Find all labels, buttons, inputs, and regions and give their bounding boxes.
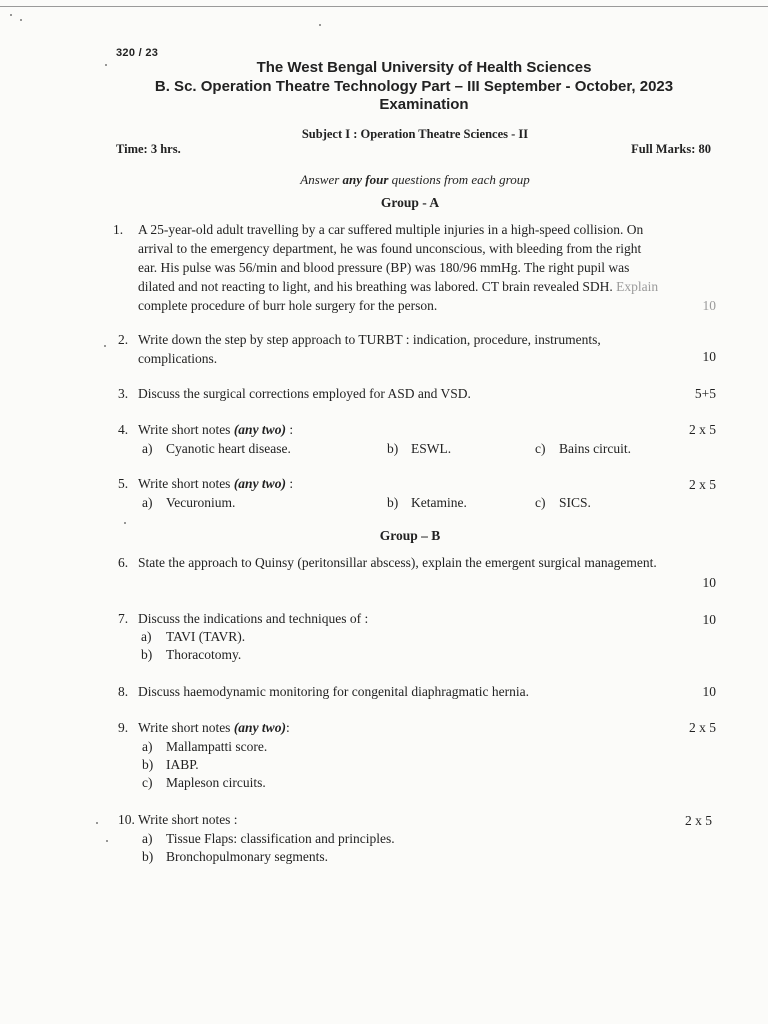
q1-line: dilated and not reacting to light, and his breathing was labored. CT brain revealed SDH. Explain <box>138 279 659 294</box>
option-label: b) <box>387 495 399 510</box>
option-label: b) <box>141 647 153 662</box>
question-text: Write short notes : <box>138 812 238 827</box>
option-label: a) <box>142 495 153 510</box>
time-allowed: Time: 3 hrs. <box>116 142 181 156</box>
question-number: 8. <box>118 684 129 699</box>
option-text: Ketamine. <box>411 495 467 510</box>
question-number: 4. <box>118 422 129 437</box>
paper-code: 320 / 23 <box>116 47 159 59</box>
option-text: Vecuronium. <box>166 495 236 510</box>
q1-line: arrival to the emergency department, he was found unconscious, with bleeding from the right <box>138 241 642 256</box>
option-text: Tissue Flaps: classification and principles. <box>166 831 395 846</box>
question-number: 2. <box>118 332 129 347</box>
question-marks: 2 x 5 <box>689 422 716 437</box>
option-text: Mallampatti score. <box>166 739 268 754</box>
option-text: Bains circuit. <box>559 441 631 456</box>
question-text: Discuss the surgical corrections employed for ASD and VSD. <box>138 386 471 401</box>
question-text: Discuss haemodynamic monitoring for congenital diaphragmatic hernia. <box>138 684 530 699</box>
group-b-heading: Group – B <box>379 528 441 543</box>
question-number: 1. <box>113 222 124 237</box>
q1-line: ear. His pulse was 56/min and blood pressure (BP) was 180/96 mmHg. The right pupil was <box>138 260 630 275</box>
scan-speck <box>10 14 12 16</box>
course-title: B. Sc. Operation Theatre Technology Part – III September - October, 2023 <box>154 78 674 95</box>
option-label: a) <box>141 629 152 644</box>
option-label: c) <box>535 441 546 456</box>
question-marks: 5+5 <box>694 386 716 401</box>
university-title: The West Bengal University of Health Sciences <box>256 59 592 76</box>
option-label: b) <box>142 849 154 864</box>
q2-line: Write down the step by step approach to TURBT : indication, procedure, instruments, <box>138 332 601 347</box>
question-marks: 10 <box>702 612 716 627</box>
option-label: a) <box>142 739 153 754</box>
question-marks: 2 x 5 <box>685 813 712 828</box>
option-text: Mapleson circuits. <box>166 775 266 790</box>
question-marks: 10 <box>702 575 716 590</box>
question-number: 9. <box>118 720 129 735</box>
full-marks: Full Marks: 80 <box>631 142 711 156</box>
option-text: ESWL. <box>411 441 452 456</box>
option-label: a) <box>142 441 153 456</box>
scan-speck <box>106 840 108 842</box>
top-border-line <box>0 6 768 7</box>
option-text: TAVI (TAVR). <box>166 629 246 644</box>
question-text: Discuss the indications and techniques of : <box>138 611 369 626</box>
option-text: SICS. <box>559 495 591 510</box>
q1-line: complete procedure of burr hole surgery for the person. <box>138 298 438 313</box>
question-text: Write short notes (any two) : <box>138 476 294 491</box>
scan-speck <box>20 19 22 21</box>
option-label: c) <box>535 495 546 510</box>
question-marks: 10 <box>702 684 716 699</box>
exam-title: Examination <box>379 96 469 113</box>
instruction: Answer any four questions from each group <box>300 172 530 187</box>
option-text: Bronchopulmonary segments. <box>166 849 328 864</box>
option-text: Cyanotic heart disease. <box>166 441 291 456</box>
question-marks: 2 x 5 <box>689 477 716 492</box>
scan-speck <box>96 822 98 824</box>
option-text: Thoracotomy. <box>166 647 242 662</box>
option-label: a) <box>142 831 153 846</box>
option-label: b) <box>387 441 399 456</box>
question-number: 6. <box>118 555 129 570</box>
scan-speck <box>319 24 321 26</box>
question-marks: 10 <box>702 298 716 313</box>
subject-line: Subject I : Operation Theatre Sciences - II <box>301 127 529 141</box>
q2-line: complications. <box>138 351 218 366</box>
option-label: c) <box>142 775 153 790</box>
question-number: 5. <box>118 476 129 491</box>
question-text: Write short notes (any two): <box>138 720 290 735</box>
question-number: 10. <box>118 812 135 827</box>
scan-speck <box>104 345 106 347</box>
question-marks: 2 x 5 <box>689 720 716 735</box>
option-text: IABP. <box>166 757 199 772</box>
option-label: b) <box>142 757 154 772</box>
question-text: Write short notes (any two) : <box>138 422 294 437</box>
group-a-heading: Group - A <box>380 195 440 210</box>
question-marks: 10 <box>702 349 716 364</box>
scan-speck <box>124 522 126 524</box>
question-number: 3. <box>118 386 129 401</box>
q1-line: A 25-year-old adult travelling by a car suffered multiple injuries in a high-speed collision. On <box>138 222 644 237</box>
question-text: State the approach to Quinsy (peritonsillar abscess), explain the emergent surgical management. <box>138 555 657 570</box>
question-number: 7. <box>118 611 129 626</box>
